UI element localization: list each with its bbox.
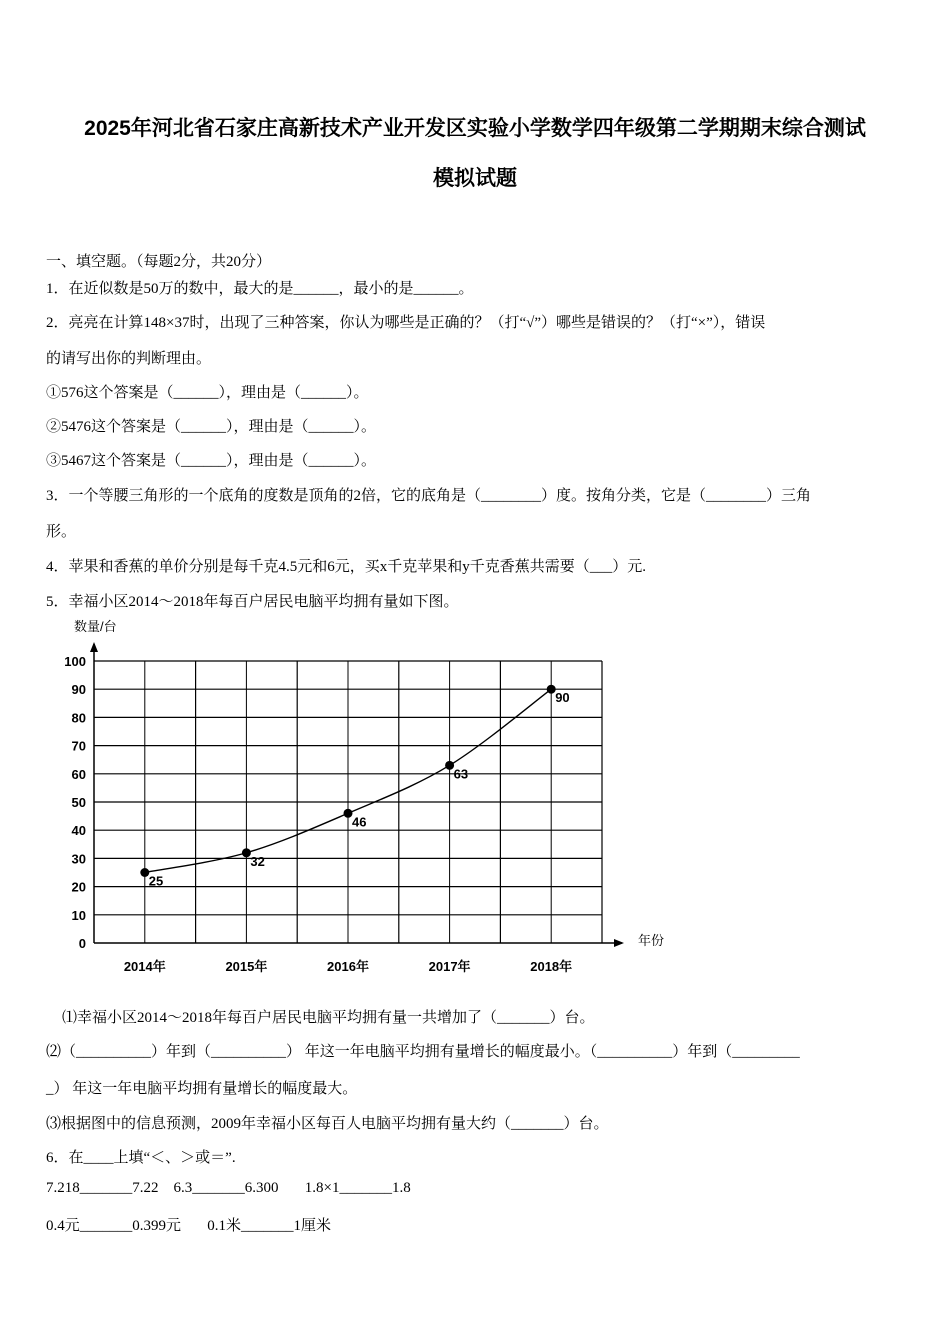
- y-tick-label: 70: [71, 738, 86, 754]
- x-axis-label: 年份: [638, 933, 665, 948]
- question-6-row2: 0.4元_______0.399元 0.1米_______1厘米: [46, 1218, 332, 1234]
- section-header: 一、填空题。（每题2分，共20分）: [46, 254, 272, 270]
- question-6: 6．在____上填“＜、＞或＝”.: [46, 1150, 236, 1166]
- chart-axes: [90, 642, 624, 947]
- data-label: 46: [352, 814, 367, 830]
- question-2-item-b: ②5476这个答案是（______），理由是（______）。: [46, 419, 377, 435]
- x-tick-label: 2018年: [530, 959, 573, 974]
- question-6-row1: 7.218_______7.22 6.3_______6.300 1.8×1_______1.8: [46, 1180, 411, 1196]
- x-tick-label: 2014年: [123, 959, 166, 974]
- x-axis-arrow: [614, 939, 624, 947]
- y-tick-label: 90: [71, 682, 86, 698]
- question-3-line2: 形。: [46, 524, 77, 540]
- y-tick-label: 60: [71, 766, 86, 782]
- y-axis-arrow: [90, 642, 98, 652]
- y-tick-label: 80: [71, 710, 86, 726]
- data-label: 32: [250, 853, 265, 869]
- question-4: 4．苹果和香蕉的单价分别是每千克4.5元和6元，买x千克苹果和y千克香蕉共需要（___）元.: [46, 559, 647, 575]
- data-label: 90: [555, 690, 570, 706]
- exam-title-cont: 模拟试题: [433, 167, 517, 190]
- y-tick-label: 10: [71, 907, 86, 923]
- question-1: 1．在近似数是50万的数中，最大的是______，最小的是______。: [46, 281, 474, 297]
- question-2-line1: 2．亮亮在计算148×37时，出现了三种答案，你认为哪些是正确的？（打“√”）哪些是错误的？（打“×”），错误: [46, 315, 766, 331]
- y-tick-label: 30: [71, 851, 86, 867]
- y-tick-label: 0: [78, 936, 86, 951]
- data-label: 25: [148, 873, 164, 889]
- question-2-item-c: ③5467这个答案是（______），理由是（______）。: [46, 453, 377, 469]
- y-tick-label: 50: [71, 795, 86, 810]
- question-5-sub2-line2: _） 年这一年电脑平均拥有量增长的幅度最大。: [46, 1081, 358, 1097]
- line-chart: [58, 614, 678, 984]
- question-2-item-a: ①576这个答案是（______），理由是（______）。: [46, 385, 369, 401]
- question-3-line1: 3．一个等腰三角形的一个底角的度数是顶角的2倍，它的底角是（________）度。按角分类，它是（________）三角: [46, 488, 812, 504]
- question-2-line2: 的请写出你的判断理由。: [46, 351, 212, 367]
- exam-title: 2025年河北省石家庄高新技术产业开发区实验小学数学四年级第二学期期末综合测试: [84, 117, 866, 140]
- question-5-sub2-line1: ⑵（__________）年到（__________） 年这一年电脑平均拥有量增长的幅度最小。（__________）年到（_________: [46, 1044, 800, 1060]
- x-tick-label: 2016年: [327, 959, 369, 974]
- chart-tick-labels: [64, 654, 572, 974]
- x-tick-label: 2017年: [428, 959, 471, 974]
- y-tick-label: 100: [64, 654, 86, 669]
- x-tick-label: 2015年: [225, 959, 268, 974]
- data-label: 63: [453, 766, 469, 782]
- y-tick-label: 20: [71, 879, 86, 895]
- question-5-sub1: ⑴幸福小区2014～2018年每百户居民电脑平均拥有量一共增加了（_______）台。: [62, 1010, 595, 1026]
- chart-grid: [94, 661, 602, 943]
- question-5: 5．幸福小区2014～2018年每百户居民电脑平均拥有量如下图。: [46, 594, 459, 610]
- y-tick-label: 40: [71, 823, 86, 839]
- y-axis-label: 数量/台: [74, 619, 117, 634]
- question-5-sub3: ⑶根据图中的信息预测，2009年幸福小区每百人电脑平均拥有量大约（_______）台。: [46, 1116, 609, 1132]
